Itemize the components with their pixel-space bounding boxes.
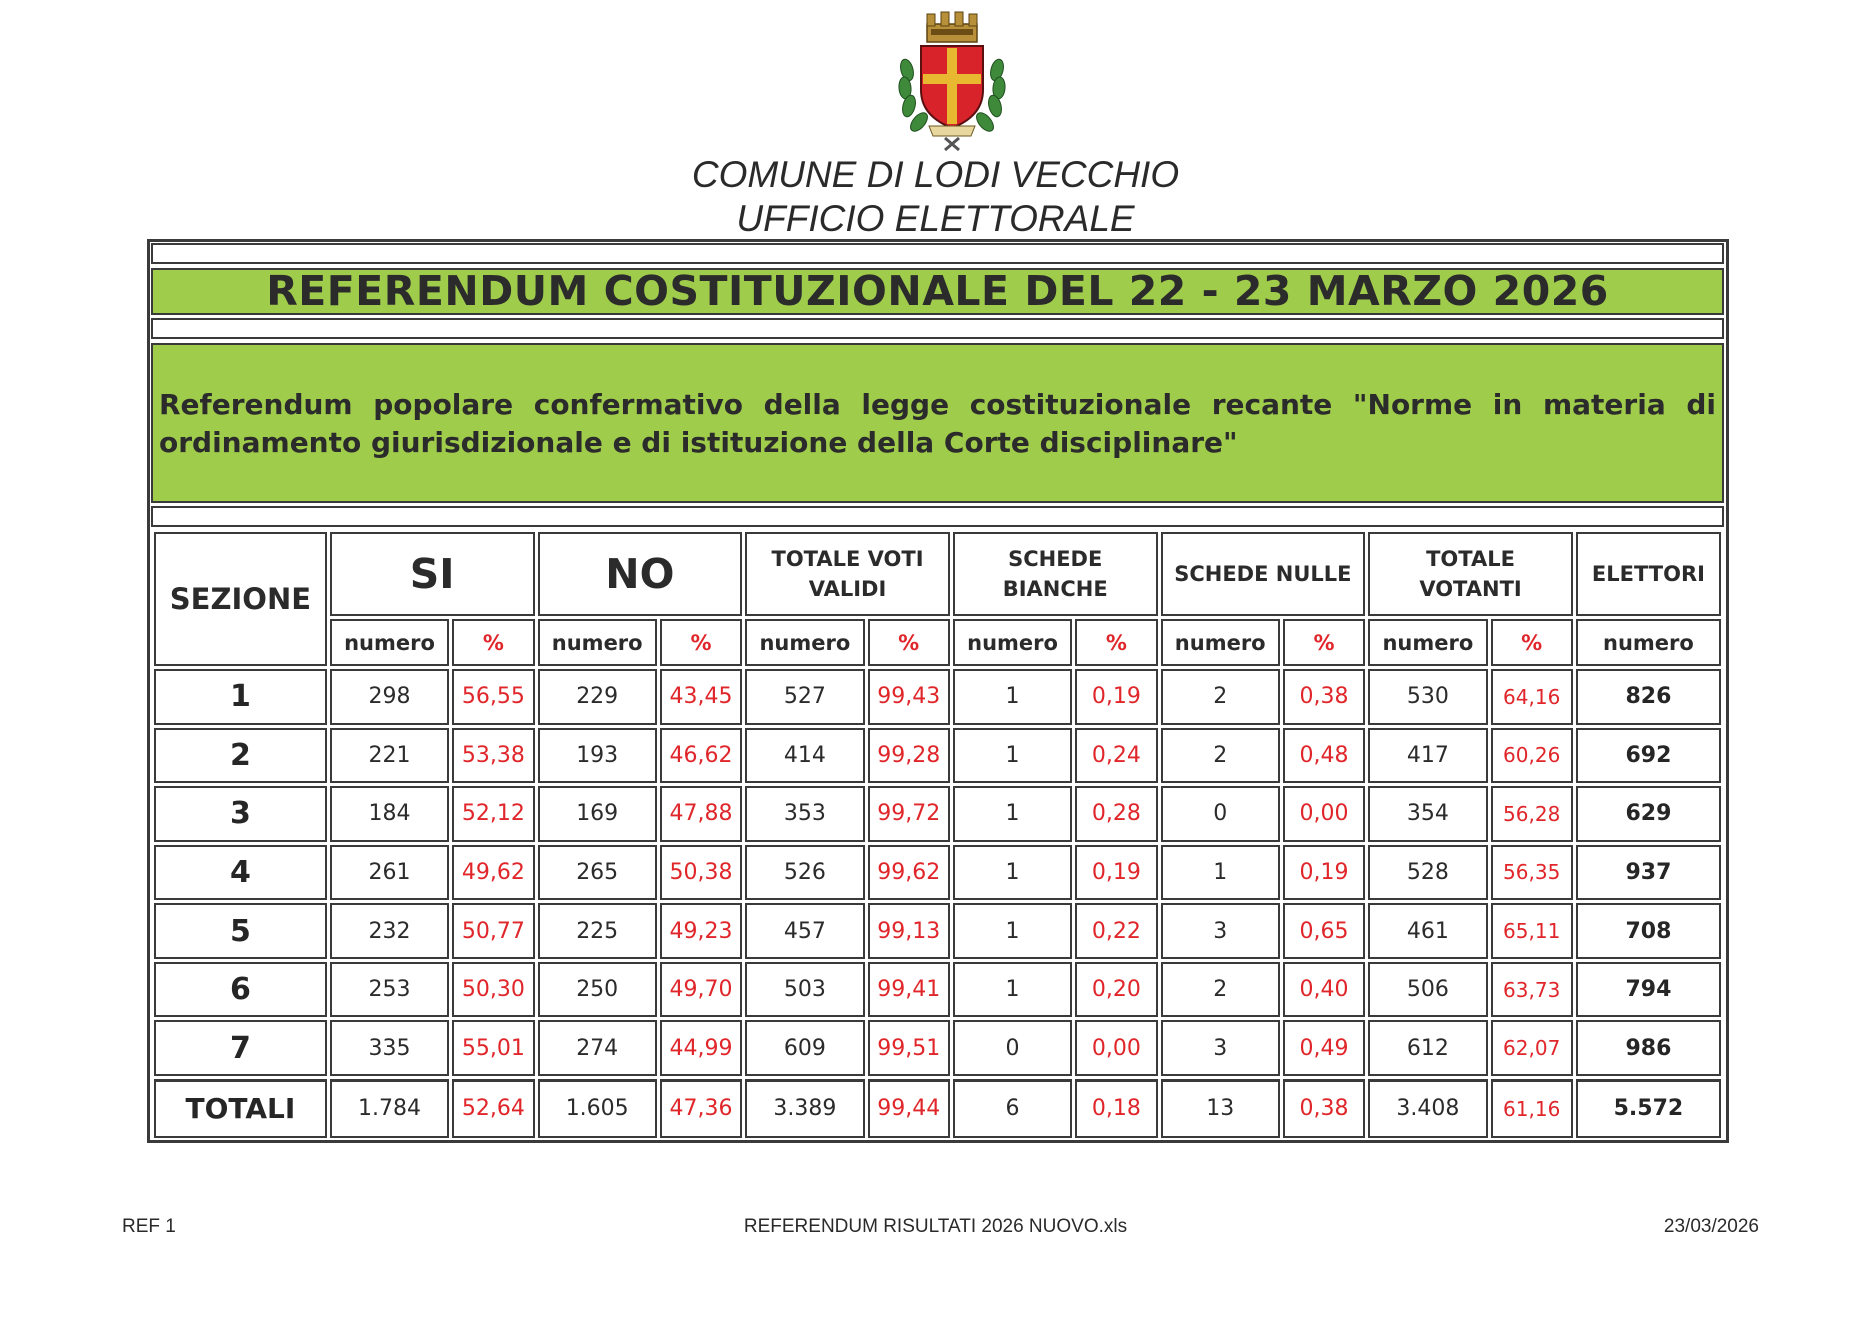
- office-name: UFFICIO ELETTORALE: [736, 198, 1135, 239]
- null-ballots-percent: 0,48: [1283, 728, 1365, 784]
- voters-count: 354: [1368, 786, 1487, 842]
- null-ballots-count: 3: [1161, 1020, 1280, 1076]
- valid-votes-count: 414: [745, 728, 864, 784]
- valid-votes-percent: 99,72: [868, 786, 950, 842]
- turnout-percent: 60,26: [1491, 728, 1573, 784]
- blank-ballots-count: 1: [953, 786, 1072, 842]
- section-number: TOTALI: [154, 1079, 327, 1138]
- subheader-numero: numero: [1576, 619, 1721, 666]
- voters-count: 530: [1368, 669, 1487, 725]
- voters-count: 461: [1368, 903, 1487, 959]
- valid-votes-percent: 99,43: [868, 669, 950, 725]
- si-percent: 50,30: [452, 962, 534, 1018]
- subheader-numero: numero: [330, 619, 449, 666]
- results-table: [151, 529, 1724, 1141]
- si-count: 232: [330, 903, 449, 959]
- no-count: 274: [538, 1020, 657, 1076]
- subheader-numero: numero: [953, 619, 1072, 666]
- null-ballots-percent: 0,49: [1283, 1020, 1365, 1076]
- subheader-numero: numero: [1368, 619, 1487, 666]
- blank-ballots-percent: 0,24: [1075, 728, 1157, 784]
- null-ballots-count: 13: [1161, 1079, 1280, 1138]
- electors-count: 629: [1576, 786, 1721, 842]
- si-percent: 56,55: [452, 669, 534, 725]
- header-elettori: ELETTORI: [1576, 532, 1721, 616]
- blank-ballots-percent: 0,22: [1075, 903, 1157, 959]
- subheader-numero: numero: [1161, 619, 1280, 666]
- electors-count: 794: [1576, 962, 1721, 1018]
- si-count: 298: [330, 669, 449, 725]
- no-percent: 50,38: [660, 845, 742, 901]
- voters-count: 528: [1368, 845, 1487, 901]
- blank-ballots-count: 1: [953, 728, 1072, 784]
- section-number: 6: [154, 962, 327, 1018]
- table-row: [154, 786, 1721, 842]
- results-body: [154, 669, 1721, 1138]
- electors-count: 708: [1576, 903, 1721, 959]
- voters-count: 612: [1368, 1020, 1487, 1076]
- si-count: 253: [330, 962, 449, 1018]
- valid-votes-percent: 99,51: [868, 1020, 950, 1076]
- voters-count: 417: [1368, 728, 1487, 784]
- subheader-numero: numero: [538, 619, 657, 666]
- electors-count: 5.572: [1576, 1079, 1721, 1138]
- valid-votes-count: 457: [745, 903, 864, 959]
- si-percent: 50,77: [452, 903, 534, 959]
- electors-count: 937: [1576, 845, 1721, 901]
- subheader-percent: %: [1075, 619, 1157, 666]
- subheader-percent: %: [452, 619, 534, 666]
- valid-votes-percent: 99,62: [868, 845, 950, 901]
- si-count: 1.784: [330, 1079, 449, 1138]
- voters-count: 506: [1368, 962, 1487, 1018]
- no-count: 265: [538, 845, 657, 901]
- null-ballots-percent: 0,38: [1283, 1079, 1365, 1138]
- no-count: 193: [538, 728, 657, 784]
- turnout-percent: 62,07: [1491, 1020, 1573, 1076]
- header-schede-nulle: SCHEDE NULLE: [1161, 532, 1366, 616]
- subheader-percent: %: [1491, 619, 1573, 666]
- turnout-percent: 63,73: [1491, 962, 1573, 1018]
- totals-row: [154, 1079, 1721, 1138]
- blank-ballots-percent: 0,28: [1075, 786, 1157, 842]
- header-no: NO: [538, 532, 743, 616]
- section-number: 2: [154, 728, 327, 784]
- no-percent: 49,70: [660, 962, 742, 1018]
- table-row: [154, 903, 1721, 959]
- blank-ballots-count: 1: [953, 669, 1072, 725]
- null-ballots-percent: 0,65: [1283, 903, 1365, 959]
- turnout-percent: 61,16: [1491, 1079, 1573, 1138]
- no-count: 229: [538, 669, 657, 725]
- valid-votes-count: 609: [745, 1020, 864, 1076]
- si-count: 335: [330, 1020, 449, 1076]
- header-sezione: SEZIONE: [154, 532, 327, 666]
- spacer-strip: [151, 506, 1724, 527]
- footer-ref: REF 1: [122, 1216, 176, 1237]
- valid-votes-count: 527: [745, 669, 864, 725]
- electors-count: 986: [1576, 1020, 1721, 1076]
- table-row: [154, 962, 1721, 1018]
- si-percent: 52,64: [452, 1079, 534, 1138]
- null-ballots-percent: 0,38: [1283, 669, 1365, 725]
- blank-ballots-percent: 0,19: [1075, 669, 1157, 725]
- no-percent: 44,99: [660, 1020, 742, 1076]
- turnout-percent: 56,28: [1491, 786, 1573, 842]
- referendum-description: Referendum popolare confermativo della legge costituzionale recante "Norme in materia di ordinamento giurisdizionale e di istituzione della Corte disciplinare": [151, 343, 1724, 503]
- null-ballots-count: 3: [1161, 903, 1280, 959]
- valid-votes-count: 3.389: [745, 1079, 864, 1138]
- turnout-percent: 56,35: [1491, 845, 1573, 901]
- si-percent: 55,01: [452, 1020, 534, 1076]
- null-ballots-percent: 0,19: [1283, 845, 1365, 901]
- section-number: 7: [154, 1020, 327, 1076]
- table-row: [154, 669, 1721, 725]
- null-ballots-count: 0: [1161, 786, 1280, 842]
- voters-count: 3.408: [1368, 1079, 1487, 1138]
- null-ballots-percent: 0,40: [1283, 962, 1365, 1018]
- blank-ballots-percent: 0,20: [1075, 962, 1157, 1018]
- no-count: 169: [538, 786, 657, 842]
- blank-ballots-percent: 0,00: [1075, 1020, 1157, 1076]
- null-ballots-percent: 0,00: [1283, 786, 1365, 842]
- valid-votes-count: 503: [745, 962, 864, 1018]
- spacer-strip: [151, 243, 1724, 264]
- si-count: 184: [330, 786, 449, 842]
- blank-ballots-percent: 0,18: [1075, 1079, 1157, 1138]
- si-percent: 49,62: [452, 845, 534, 901]
- null-ballots-count: 2: [1161, 728, 1280, 784]
- document-title: REFERENDUM COSTITUZIONALE DEL 22 - 23 MARZO 2026: [151, 268, 1724, 315]
- section-number: 4: [154, 845, 327, 901]
- null-ballots-count: 1: [1161, 845, 1280, 901]
- footer-filename: REFERENDUM RISULTATI 2026 NUOVO.xls: [743, 1216, 1128, 1237]
- header-totale-votanti: TOTALE VOTANTI: [1368, 532, 1573, 616]
- no-percent: 47,88: [660, 786, 742, 842]
- table-row: [154, 1020, 1721, 1076]
- si-percent: 53,38: [452, 728, 534, 784]
- valid-votes-percent: 99,13: [868, 903, 950, 959]
- si-count: 261: [330, 845, 449, 901]
- valid-votes-percent: 99,44: [868, 1079, 950, 1138]
- blank-ballots-count: 6: [953, 1079, 1072, 1138]
- municipal-crest-logo: [893, 8, 1011, 158]
- subheader-percent: %: [1283, 619, 1365, 666]
- subheader-percent: %: [868, 619, 950, 666]
- blank-ballots-percent: 0,19: [1075, 845, 1157, 901]
- blank-ballots-count: 1: [953, 845, 1072, 901]
- header-si: SI: [330, 532, 535, 616]
- spacer-strip: [151, 318, 1724, 339]
- electors-count: 692: [1576, 728, 1721, 784]
- no-count: 1.605: [538, 1079, 657, 1138]
- null-ballots-count: 2: [1161, 669, 1280, 725]
- no-count: 225: [538, 903, 657, 959]
- table-row: [154, 728, 1721, 784]
- valid-votes-count: 526: [745, 845, 864, 901]
- no-percent: 43,45: [660, 669, 742, 725]
- turnout-percent: 64,16: [1491, 669, 1573, 725]
- section-number: 1: [154, 669, 327, 725]
- section-number: 5: [154, 903, 327, 959]
- section-number: 3: [154, 786, 327, 842]
- turnout-percent: 65,11: [1491, 903, 1573, 959]
- header-schede-bianche: SCHEDE BIANCHE: [953, 532, 1158, 616]
- municipality-name: COMUNE DI LODI VECCHIO: [691, 154, 1180, 195]
- valid-votes-percent: 99,41: [868, 962, 950, 1018]
- null-ballots-count: 2: [1161, 962, 1280, 1018]
- valid-votes-percent: 99,28: [868, 728, 950, 784]
- valid-votes-count: 353: [745, 786, 864, 842]
- blank-ballots-count: 1: [953, 962, 1072, 1018]
- no-percent: 49,23: [660, 903, 742, 959]
- header-voti-validi: TOTALE VOTI VALIDI: [745, 532, 950, 616]
- subheader-percent: %: [660, 619, 742, 666]
- blank-ballots-count: 0: [953, 1020, 1072, 1076]
- table-row: [154, 845, 1721, 901]
- si-count: 221: [330, 728, 449, 784]
- blank-ballots-count: 1: [953, 903, 1072, 959]
- no-percent: 47,36: [660, 1079, 742, 1138]
- no-percent: 46,62: [660, 728, 742, 784]
- footer-date: 23/03/2026: [1663, 1216, 1759, 1237]
- subheader-numero: numero: [745, 619, 864, 666]
- no-count: 250: [538, 962, 657, 1018]
- electors-count: 826: [1576, 669, 1721, 725]
- si-percent: 52,12: [452, 786, 534, 842]
